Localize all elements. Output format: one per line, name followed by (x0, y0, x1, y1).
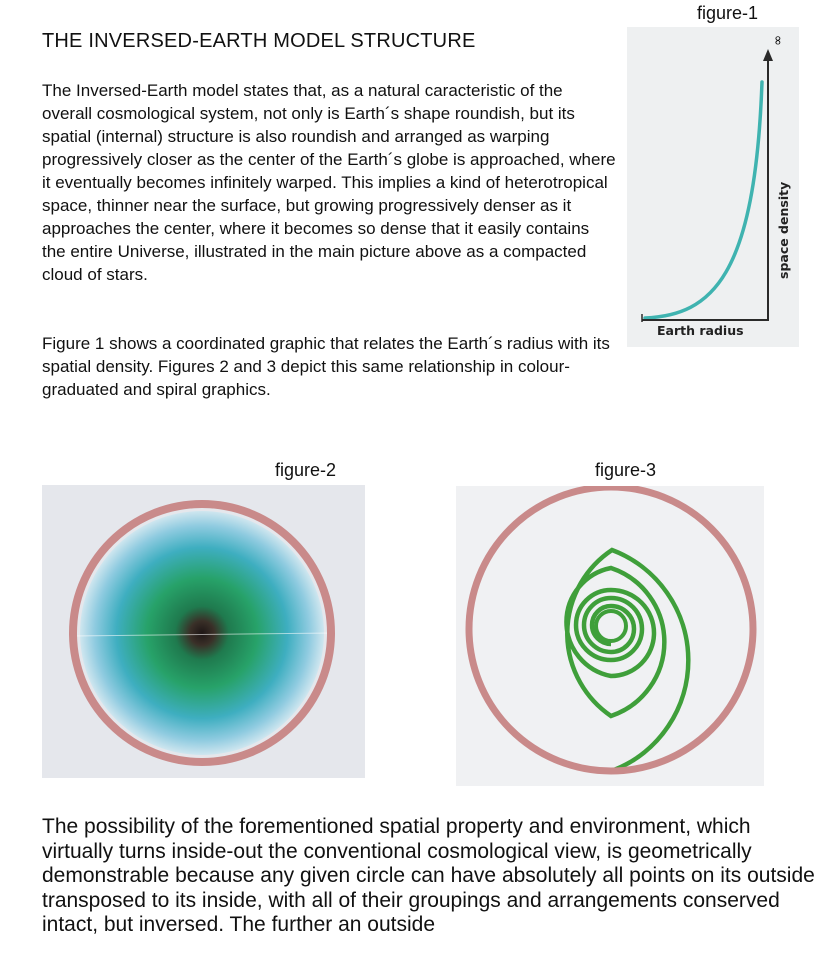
page-title: THE INVERSED-EARTH MODEL STRUCTURE (42, 30, 476, 52)
spiral-globe (456, 486, 764, 786)
figures-paragraph: Figure 1 shows a coordinated graphic that relates the Earth´s radius with its spatial density. Figures 2 and 3 depict this same relationship in colour-graduated and spiral graphics. (42, 334, 610, 399)
density-curve (645, 82, 762, 318)
figure-3-graphic (456, 486, 764, 786)
y-axis-label: space density (776, 181, 791, 279)
figure-2-graphic (42, 485, 365, 778)
figure-1-label: figure-1 (697, 3, 759, 23)
earth-surface-ring (469, 487, 753, 771)
inward-spiral (566, 550, 688, 770)
figure-3-label: figure-3 (595, 460, 657, 480)
intro-paragraph: The Inversed-Earth model states that, as a natural caracteristic of the overall cosmological system, not only is Earth´s shape roundish, but its spatial (internal) structure is also roundish and arranged as warping progressively closer as the center of the Earth´s globe is approached, where it eventually becomes infinitely warped. This implies a kind of heterotropical space, thinner near the surface, but growing progressively denser as it approaches the center, where it becomes so dense that it easily contains the entire Universe, illustrated in the main picture above as a compacted cloud of stars. (42, 81, 616, 284)
spiral-core-ring (596, 611, 626, 641)
colour-graduated-globe (42, 485, 365, 778)
y-axis-arrow (763, 49, 773, 61)
density-gradient-disc (80, 511, 324, 755)
closing-paragraph: The possibility of the forementioned spatial property and environment, which virtually turns inside-out the conventional cosmological view, is geometrically demonstrable because any given circle can have absolutely all points on its outside transposed to its inside, with all of their groupings and arrangements conserved intact, but inversed. The further an outside (42, 815, 815, 937)
space-density-chart (627, 27, 799, 347)
infinity-symbol: ∞ (770, 35, 785, 46)
figure-1-graph (627, 27, 799, 347)
x-axis-label: Earth radius (657, 323, 744, 338)
figure-2-label: figure-2 (275, 460, 337, 480)
